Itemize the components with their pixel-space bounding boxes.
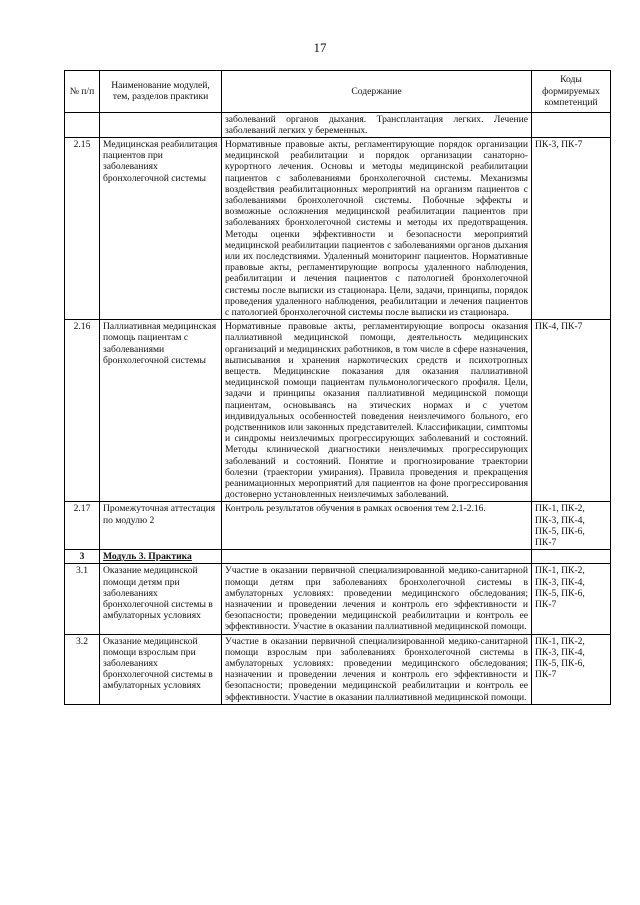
row-name: Паллиативная медицинская помощь пациентам с заболеваниями бронхолегочной системы [100,320,222,502]
row-codes: ПК-1, ПК-2, ПК-3, ПК-4, ПК-5, ПК-6, ПК-7 [532,564,611,634]
row-num: 2.15 [65,137,100,319]
row-name: Медицинская реабилитация пациентов при заболеваниях бронхолегочной системы [100,137,222,319]
module-num: 3 [65,550,100,564]
curriculum-table [64,70,611,705]
row-content: Нормативные правовые акты, регламентирующие вопросы оказания паллиативной медицинской помощи, деятельность медицинских организаций и медицинских работников, в том числе в сфере назначения, выписывания и хранения наркотических средств и психотропных веществ. Медицинские показания для оказания паллиативной медицинской помощи пациентам пульмонологического профиля. Цели, задачи и принципы оказания паллиативной медицинской помощи пациентам, основываясь на этических нормах и с учетом индивидуальных особенностей поведения неизлечимого больного, его родственников или законных представителей. Классификации, симптомы и синдромы неизлечимых прогрессирующих заболеваний и состояний. Методы клинической диагностики неизлечимых прогрессирующих заболеваний и состояний. Понятие и прогнозирование траектории болезни (траектории умирания). Правила проведения и прекращения реанимационных мероприятий для пациентов на фоне прогрессирования достоверно установленных неизлечимых заболеваний. [222,320,532,502]
row-content: Участие в оказании первичной специализированной медико-санитарной помощи взрослым при заболеваниях бронхолегочной системы в амбулаторных условиях: проведении медицинского обследования; назначении и проведении лечения и контроль его эффективности и безопасности; проведении медицинской реабилитации и контроль ее эффективности. Участие в оказании паллиативной медицинской помощи. [222,634,532,704]
module-row [65,550,611,564]
row-codes: ПК-4, ПК-7 [532,320,611,502]
row-name: Промежуточная аттестация по модулю 2 [100,502,222,550]
row-num: 3.1 [65,564,100,634]
module-title: Модуль 3. Практика [103,551,192,563]
row-codes: ПК-3, ПК-7 [532,137,611,319]
row-content: Контроль результатов обучения в рамках освоения тем 2.1-2.16. [222,502,532,550]
row-codes: ПК-1, ПК-2, ПК-3, ПК-4, ПК-5, ПК-6, ПК-7 [532,502,611,550]
row-name: Оказание медицинской помощи детям при заболеваниях бронхолегочной системы в амбулаторных условиях [100,564,222,634]
row-num: 2.17 [65,502,100,550]
row-num: 2.16 [65,320,100,502]
header-num: № п/п [65,71,100,113]
row-name: Оказание медицинской помощи взрослым при заболеваниях бронхолегочной системы в амбулаторных условиях [100,634,222,704]
table-row [65,320,611,502]
row-content: Участие в оказании первичной специализированной медико-санитарной помощи детям при заболеваниях бронхолегочной системы в амбулаторных условиях: проведении медицинского обследования; назначении и проведении лечения и контроль его эффективности и безопасности; проведении медицинской реабилитации и контроль ее эффективности. Участие в оказании паллиативной медицинской помощи. [222,564,532,634]
header-codes: Коды формируемых компетенций [532,71,611,113]
table-header-row [65,71,611,113]
header-content: Содержание [222,71,532,113]
row-content: Нормативные правовые акты, регламентирующие порядок организации медицинской реабилитации и порядок организации санаторно-курортного лечения. Основы и методы медицинской реабилитации пациентов с заболеваниями бронхолегочной системы. Механизмы воздействия реабилитационных мероприятий на организм пациентов с заболеваниями бронхолегочной системы. Побочные эффекты и возможные осложнения медицинской реабилитации пациентов при заболеваниях бронхолегочной системы и методы их предотвращения. Методы оценки эффективности и безопасности мероприятий медицинской реабилитации пациентов с заболеваниями органов дыхания или их последствиями. Удаленный мониторинг пациентов. Нормативные правовые акты, регламентирующие вопросы удаленного наблюдения, реабилитации и лечения пациентов с патологией бронхолегочной системы после выписки из стационара. Цели, задачи, принципы, порядок проведения удаленного наблюдения, реабилитации и лечения пациентов с патологией бронхолегочной системы после выписки из стационара. [222,137,532,319]
page-number: 17 [313,40,327,55]
row-codes: ПК-1, ПК-2, ПК-3, ПК-4, ПК-5, ПК-6, ПК-7 [532,634,611,704]
table-row [65,634,611,704]
table-row [65,564,611,634]
continuation-content: заболеваний органов дыхания. Трансплантация легких. Лечение заболеваний легких у беременных. [222,112,532,137]
row-num: 3.2 [65,634,100,704]
table-row [65,502,611,550]
continuation-row [65,112,611,137]
table-row [65,137,611,319]
header-name: Наименование модулей, тем, разделов практики [100,71,222,113]
